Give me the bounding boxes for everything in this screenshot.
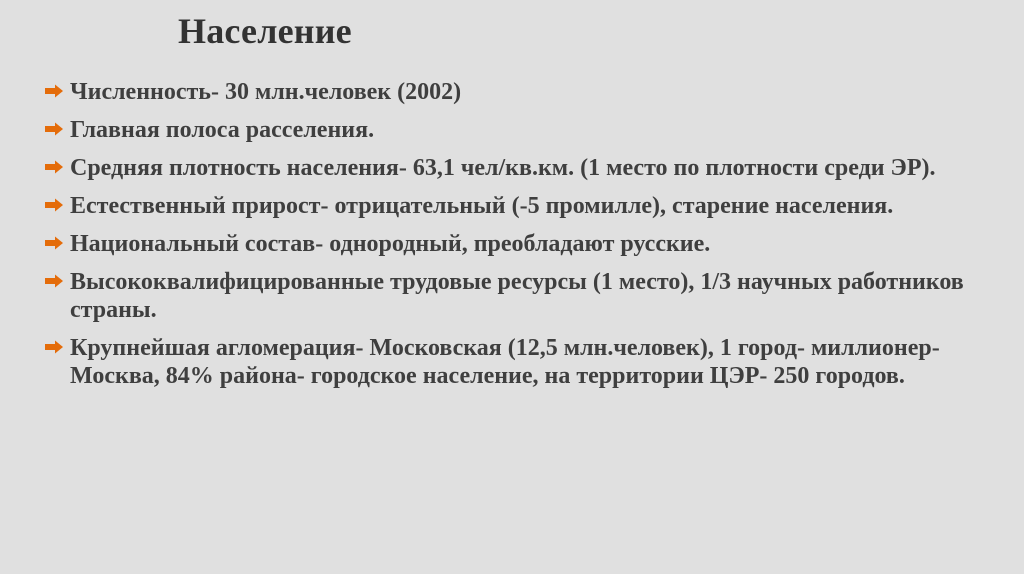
bullet-list bbox=[40, 78, 980, 400]
bullet-text: Главная полоса расселения. bbox=[70, 117, 375, 143]
bullet-text: Естественный прирост- отрицательный (-5 промилле), старение населения. bbox=[70, 193, 894, 219]
bullet-text: Высококвалифицированные трудовые ресурсы (1 место), 1/3 научных работников страны. bbox=[70, 269, 964, 323]
list-item bbox=[40, 192, 980, 220]
right-arrow-icon bbox=[44, 236, 64, 250]
page-title: Население bbox=[178, 11, 352, 51]
right-arrow-icon bbox=[44, 84, 64, 98]
bullet-text: Национальный состав- однородный, преобладают русские. bbox=[70, 231, 711, 257]
list-item bbox=[40, 116, 980, 144]
list-item bbox=[40, 230, 980, 258]
right-arrow-icon bbox=[44, 274, 64, 288]
right-arrow-icon bbox=[44, 122, 64, 136]
bullet-text: Средняя плотность населения- 63,1 чел/кв.км. (1 место по плотности среди ЭР). bbox=[70, 155, 936, 181]
list-item bbox=[40, 78, 980, 106]
right-arrow-icon bbox=[44, 160, 64, 174]
list-item bbox=[40, 334, 980, 390]
bullet-text: Численность- 30 млн.человек (2002) bbox=[70, 79, 462, 105]
bullet-text: Крупнейшая агломерация- Московская (12,5 млн.человек), 1 город- миллионер-Москва, 84% района- городское население, на территории ЦЭР- 250 городов. bbox=[70, 335, 940, 389]
list-item bbox=[40, 268, 980, 324]
right-arrow-icon bbox=[44, 198, 64, 212]
list-item bbox=[40, 154, 980, 182]
right-arrow-icon bbox=[44, 340, 64, 354]
